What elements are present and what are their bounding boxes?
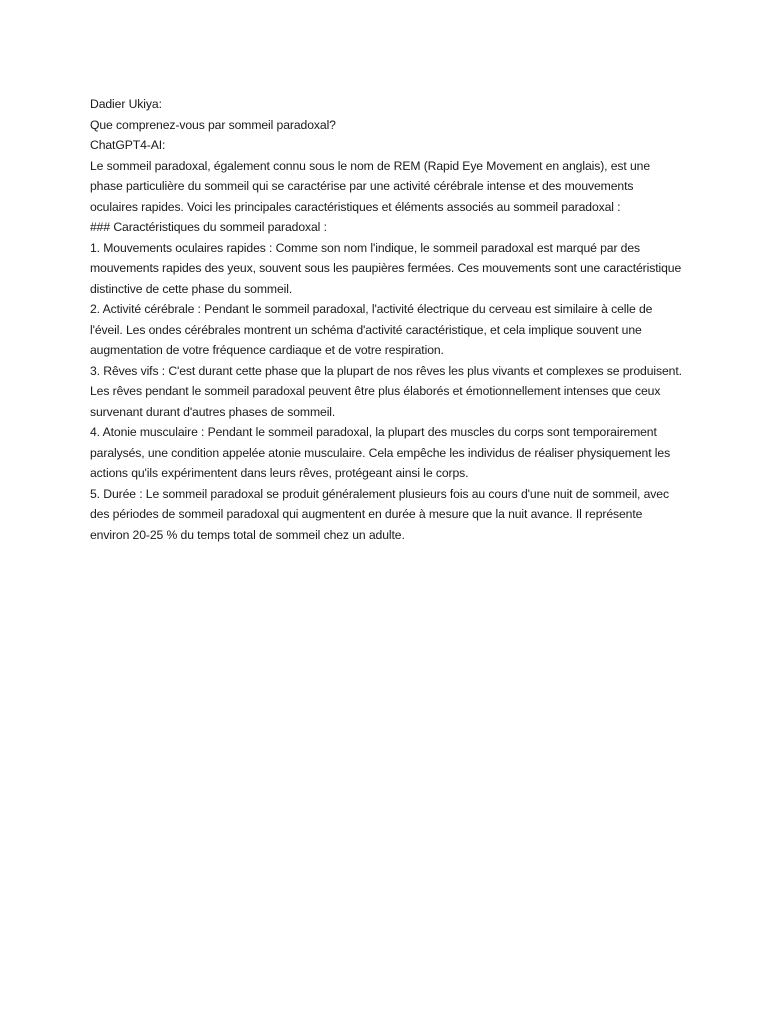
list-item: 2. Activité cérébrale : Pendant le sommeil paradoxal, l'activité électrique du cerveau est similaire à celle de l'éveil. Les ondes cérébrales montrent un schéma d'activité caractéristique, et cela implique souvent une augmentation de votre fréquence cardiaque et de votre respiration.: [90, 302, 653, 357]
ai-intro-paragraph: Le sommeil paradoxal, également connu sous le nom de REM (Rapid Eye Movement en anglais), est une phase particulière du sommeil qui se caractérise par une activité cérébrale intense et des mouvements oculaires rapides. Voici les principales caractéristiques et éléments associés au sommeil paradoxal :: [90, 158, 651, 214]
user-question: Que comprenez-vous par sommeil paradoxal?: [90, 117, 336, 132]
list-item: 5. Durée : Le sommeil paradoxal se produit généralement plusieurs fois au cours d'une nuit de sommeil, avec des périodes de sommeil paradoxal qui augmentent en durée à mesure que la nuit avance. Il représente environ 20-25 % du temps total de sommeil chez un adulte.: [90, 486, 669, 542]
list-item: 1. Mouvements oculaires rapides : Comme son nom l'indique, le sommeil paradoxal est marqué par des mouvements rapides des yeux, souvent sous les paupières fermées. Ces mouvements sont une caractéristique distinctive de cette phase du sommeil.: [90, 240, 682, 296]
list-item: 4. Atonie musculaire : Pendant le sommeil paradoxal, la plupart des muscles du corps sont temporairement paralysés, une condition appelée atonie musculaire. Cela empêche les individus de réaliser physiquement les actions qu'ils expérimentent dans leurs rêves, protégeant ainsi le corps.: [90, 425, 671, 480]
user-speaker-label: Dadier Ukiya:: [90, 97, 162, 111]
document-body: [90, 94, 682, 545]
ai-speaker-label: ChatGPT4-AI:: [90, 138, 166, 152]
list-item: 3. Rêves vifs : C'est durant cette phase que la plupart de nos rêves les plus vivants et complexes se produisent. Les rêves pendant le sommeil paradoxal peuvent être plus élaborés et émotionnellement intenses que ceux survenant durant d'autres phases de sommeil.: [90, 363, 682, 419]
section-heading: ### Caractéristiques du sommeil paradoxal :: [90, 220, 327, 234]
